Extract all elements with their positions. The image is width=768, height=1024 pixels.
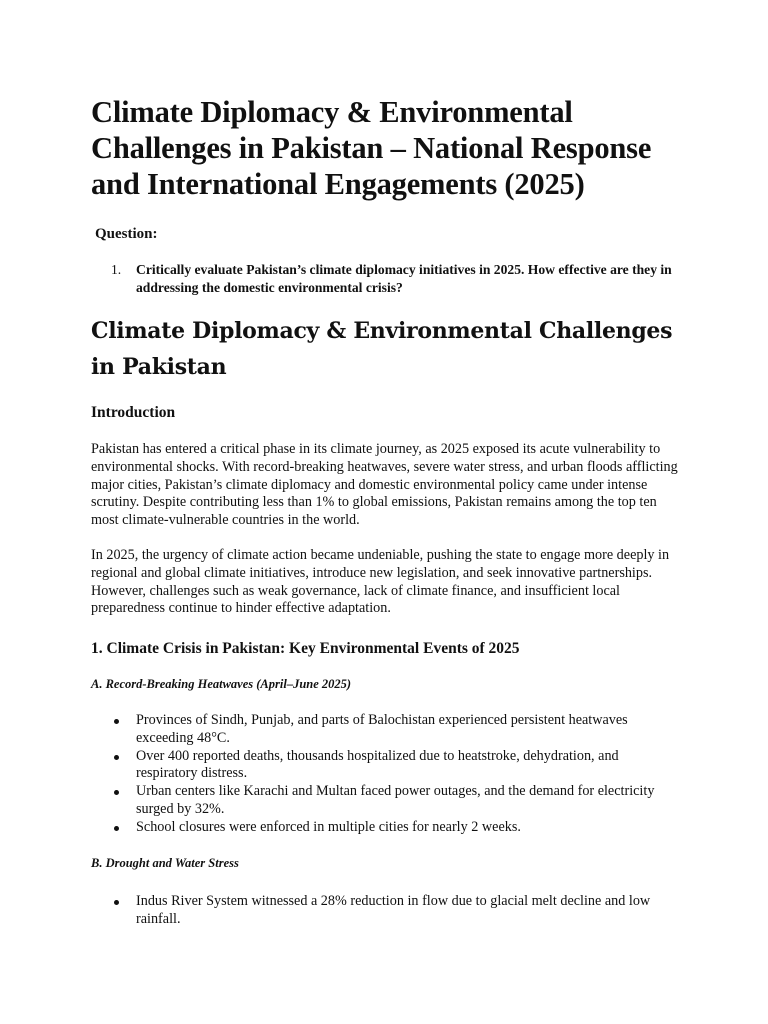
bullet-icon [114, 719, 119, 724]
document-title: Climate Diplomacy & Environmental Challenges in Pakistan – National Response and International Engagements (2025) [91, 95, 652, 201]
list-item [91, 712, 681, 748]
list-item [91, 783, 681, 819]
intro-paragraph-2: In 2025, the urgency of climate action became undeniable, pushing the state to engage more deeply in regional and global climate initiatives, introduce new legislation, and seek innovative partnerships. However, challenges such as weak governance, lack of climate finance, and insufficient local preparedness continue to hinder effective adaptation. [91, 547, 670, 617]
bullet-text: Over 400 reported deaths, thousands hospitalized due to heatstroke, dehydration, and respiratory distress. [136, 747, 619, 782]
list-item [91, 893, 681, 929]
bullet-icon [114, 826, 119, 831]
section-title: Climate Diplomacy & Environmental Challenges in Pakistan [91, 318, 673, 380]
question-number: 1. [111, 262, 122, 277]
section-1-heading: 1. Climate Crisis in Pakistan: Key Environmental Events of 2025 [91, 640, 520, 657]
subsection-a-title: A. Record-Breaking Heatwaves (April–June 2025) [91, 677, 352, 691]
question-item [91, 261, 681, 296]
question-list [91, 261, 681, 296]
list-item [91, 819, 681, 837]
bullet-text: Provinces of Sindh, Punjab, and parts of Balochistan experienced persistent heatwaves exceeding 48°C. [136, 712, 628, 746]
list-item [91, 748, 681, 784]
bullet-text: School closures were enforced in multiple cities for nearly 2 weeks. [136, 818, 521, 835]
bullet-text: Indus River System witnessed a 28% reduction in flow due to glacial melt decline and low rainfall. [136, 893, 651, 927]
bullet-icon [114, 755, 119, 760]
intro-paragraph-1: Pakistan has entered a critical phase in its climate journey, as 2025 exposed its acute vulnerability to environmental shocks. With record-breaking heatwaves, severe water stress, and urban floods afflicting major cities, Pakistan’s climate diplomacy and domestic environmental policy came under intense scrutiny. Despite contributing less than 1% to global emissions, Pakistan remains among the top ten most climate-vulnerable countries in the world. [91, 441, 678, 529]
introduction-heading: Introduction [91, 404, 176, 421]
heatwave-bullet-list [91, 712, 681, 837]
question-text: Critically evaluate Pakistan’s climate diplomacy initiatives in 2025. How effective are they in addressing the domestic environmental crisis? [136, 262, 672, 295]
bullet-icon [114, 900, 119, 905]
subsection-b-title: B. Drought and Water Stress [91, 856, 239, 870]
bullet-text: Urban centers like Karachi and Multan faced power outages, and the demand for electricity surged by 32%. [136, 783, 655, 817]
bullet-icon [114, 790, 119, 795]
drought-bullet-list [91, 893, 681, 929]
question-label: Question: [95, 226, 158, 242]
